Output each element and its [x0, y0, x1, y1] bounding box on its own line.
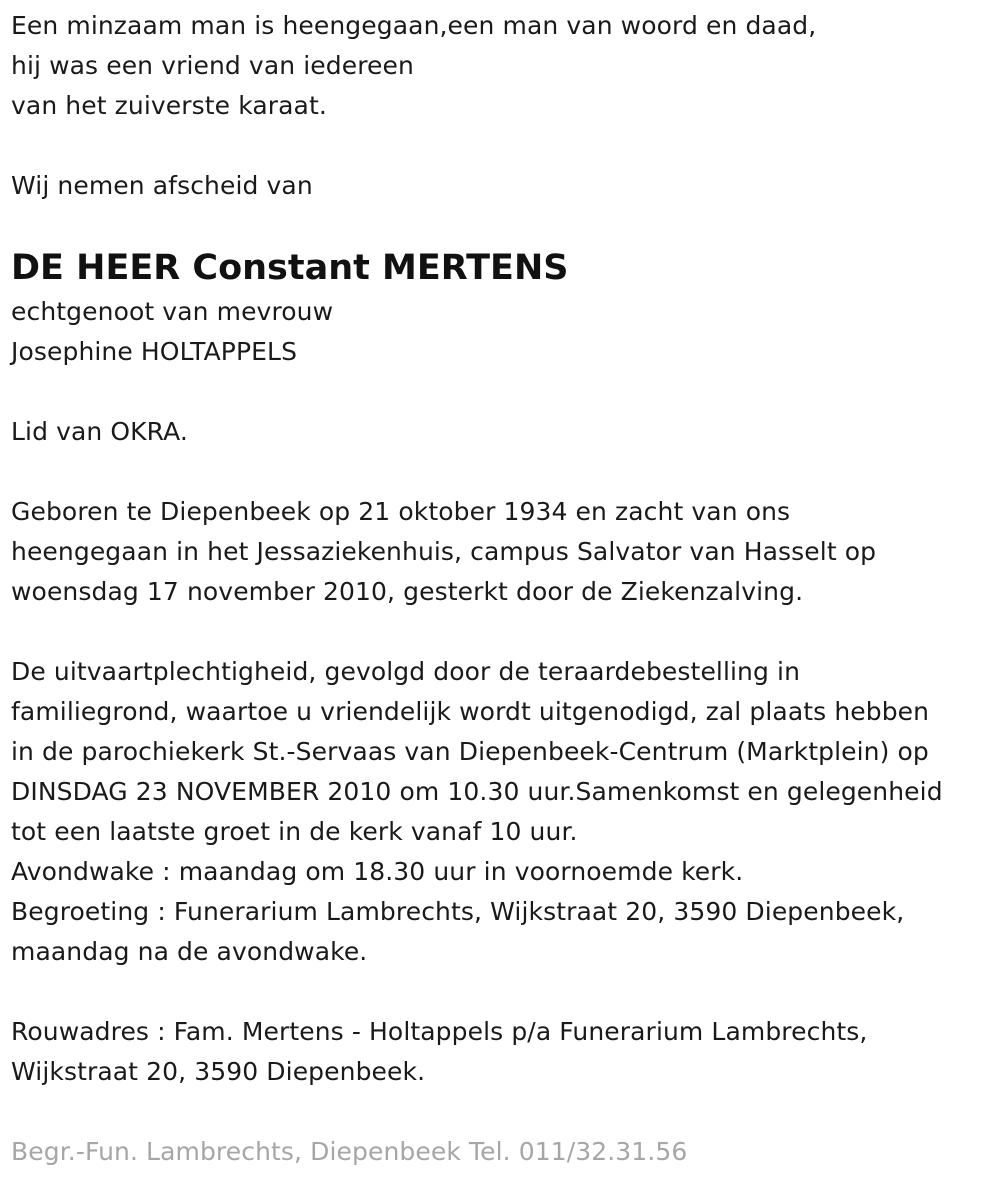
address-line: Wijkstraat 20, 3590 Diepenbeek.: [11, 1057, 426, 1086]
paragraph-line: familiegrond, waartoe u vriendelijk wordt uitgenodigd, zal plaats hebben: [11, 697, 930, 726]
paragraph-line: DINSDAG 23 NOVEMBER 2010 om 10.30 uur.Samenkomst en gelegenheid: [11, 777, 943, 806]
paragraph-line: heengegaan in het Jessaziekenhuis, campus Salvator van Hasselt op: [11, 537, 877, 566]
poem-line: van het zuiverste karaat.: [11, 91, 327, 120]
address-line: Rouwadres : Fam. Mertens - Holtappels p/a Funerarium Lambrechts,: [11, 1017, 868, 1046]
paragraph-line: Avondwake : maandag om 18.30 uur in voornoemde kerk.: [11, 857, 744, 886]
paragraph-line: maandag na de avondwake.: [11, 937, 368, 966]
poem: [11, 6, 991, 126]
funeral-paragraph: [11, 652, 991, 972]
mourning-address: [11, 1012, 991, 1092]
funeral-home-footer: Begr.-Fun. Lambrechts, Diepenbeek Tel. 011/32.31.56: [11, 1137, 688, 1166]
spouse-line: Josephine HOLTAPPELS: [11, 337, 298, 366]
paragraph-line: Geboren te Diepenbeek op 21 oktober 1934 en zacht van ons: [11, 497, 791, 526]
membership-text: Lid van OKRA.: [11, 417, 188, 446]
deceased-name: DE HEER Constant MERTENS: [11, 248, 569, 288]
poem-line: Een minzaam man is heengegaan,een man van woord en daad,: [11, 11, 817, 40]
poem-line: hij was een vriend van iedereen: [11, 51, 414, 80]
intro-text: Wij nemen afscheid van: [11, 171, 313, 200]
spouse-line: echtgenoot van mevrouw: [11, 297, 334, 326]
paragraph-line: De uitvaartplechtigheid, gevolgd door de teraardebestelling in: [11, 657, 801, 686]
birth-death-paragraph: [11, 492, 991, 612]
spouse-info: [11, 292, 991, 372]
paragraph-line: Begroeting : Funerarium Lambrechts, Wijkstraat 20, 3590 Diepenbeek,: [11, 897, 905, 926]
paragraph-line: tot een laatste groet in de kerk vanaf 10 uur.: [11, 817, 578, 846]
paragraph-line: in de parochiekerk St.-Servaas van Diepenbeek-Centrum (Marktplein) op: [11, 737, 929, 766]
paragraph-line: woensdag 17 november 2010, gesterkt door de Ziekenzalving.: [11, 577, 804, 606]
obituary-notice: [11, 6, 991, 1172]
